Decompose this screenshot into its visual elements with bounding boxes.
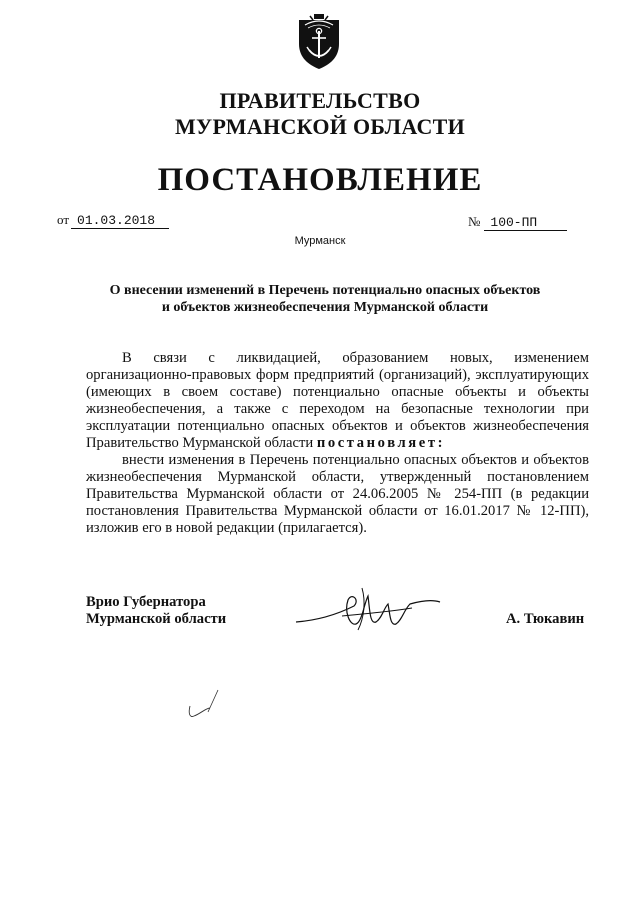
murmansk-coat-of-arms-icon bbox=[296, 12, 342, 70]
handwritten-signature bbox=[292, 582, 442, 638]
signatory-name: А. Тюкавин bbox=[506, 611, 585, 627]
government-line-2: МУРМАНСКОЙ ОБЛАСТИ bbox=[174, 114, 466, 139]
preamble-text: В связи с ликвидацией, образованием новых, изменением организационно-правовых форм предприятий (организаций), эксплуатирующих (имеющих в своем составе) потенциально опасные объекты и объекты жизнеобеспечения, а также с переходом на безопасные технологии при эксплуатации потенциально опасных объектов и объектов жизнеобеспечения Правительство Мурманской области bbox=[86, 350, 589, 451]
government-line-1: ПРАВИТЕЛЬСТВО bbox=[219, 88, 421, 113]
subject-line-1: О внесении изменений в Перечень потенциально опасных объектов bbox=[109, 283, 541, 298]
document-date: 01.03.2018 bbox=[71, 213, 169, 229]
number-prefix: № bbox=[468, 214, 481, 229]
preamble-paragraph bbox=[86, 350, 589, 452]
resolution-paragraph: внести изменения в Перечень потенциально опасных объектов и объектов жизнеобеспечения Мурманской области, утвержденный постановлением Правительства Мурманской области от 24.06.2005 № 254-ПП (в редакции постановления Правительства Мурманской области от 16.01.2017 № 12-ПП), изложив его в новой редакции (прилагается). bbox=[86, 452, 589, 536]
government-title bbox=[0, 88, 640, 140]
decree-word: постановляет: bbox=[316, 435, 446, 451]
signatory-title bbox=[86, 594, 226, 628]
signatory-title-line-2: Мурманской области bbox=[86, 611, 227, 627]
number-line bbox=[468, 214, 567, 231]
date-prefix: от bbox=[57, 212, 70, 227]
city: Мурманск bbox=[294, 235, 346, 247]
handwritten-mark bbox=[184, 686, 232, 722]
decree-subject bbox=[80, 282, 570, 316]
document-type: ПОСТАНОВЛЕНИЕ bbox=[157, 162, 483, 198]
document-number: 100-ПП bbox=[484, 215, 567, 231]
decree-body bbox=[86, 350, 589, 537]
subject-line-2: и объектов жизнеобеспечения Мурманской области bbox=[161, 300, 489, 315]
signatory-title-line-1: Врио Губернатора bbox=[86, 594, 206, 610]
date-line bbox=[57, 212, 169, 229]
